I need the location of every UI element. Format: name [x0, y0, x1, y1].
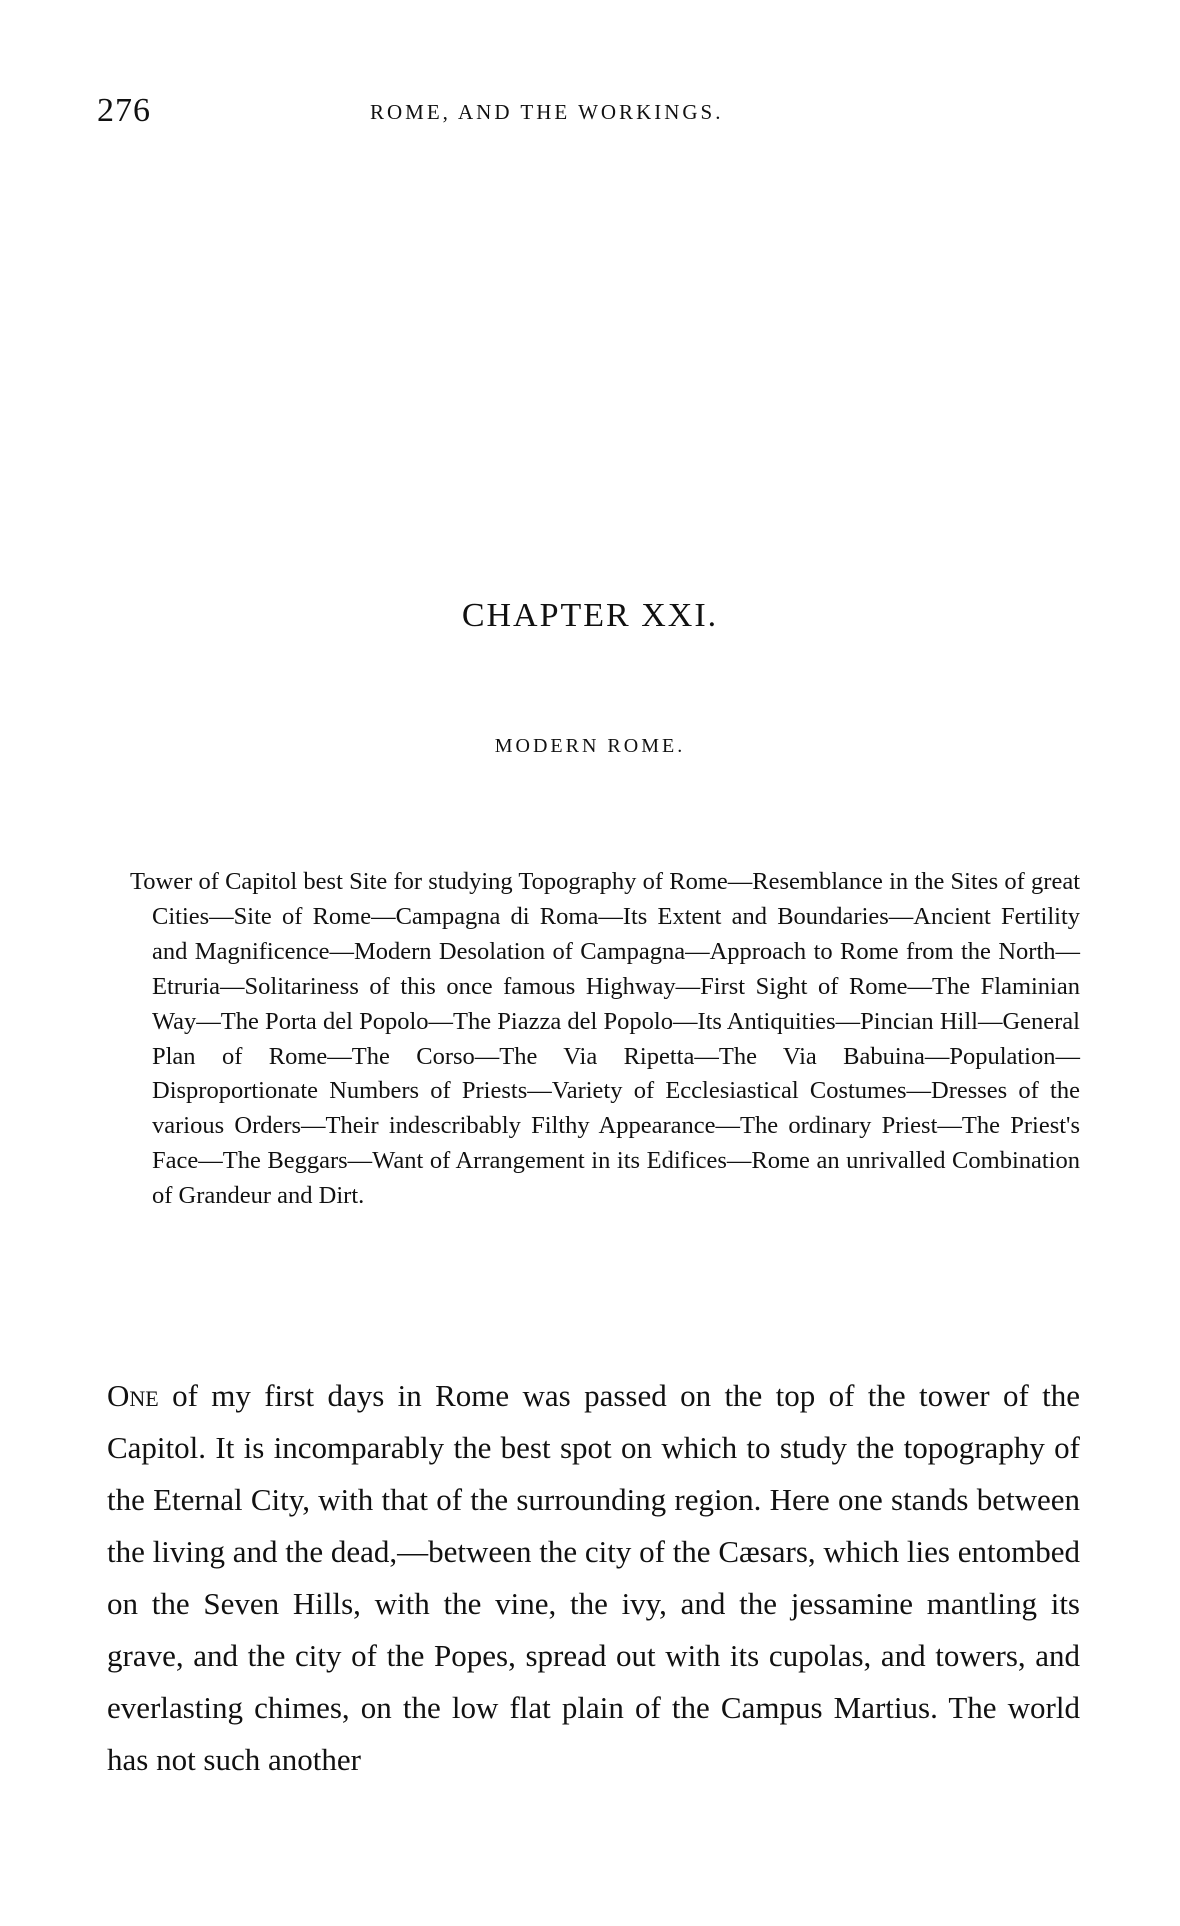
running-head: ROME, AND THE WORKINGS. — [370, 100, 724, 124]
chapter-synopsis: Tower of Capitol best Site for studying Topography of Rome—Resemblance in the Sites of great Cities—Site of Rome—Campagna di Roma—Its Extent and Boundaries—Ancient Fertility and Magnificence—Modern Desolation of Campagna—Approach to Rome from the North—Etruria—Solitariness of this once famous Highway—First Sight of Rome—The Flaminian Way—The Porta del Popolo—The Piazza del Popolo—Its Antiquities—Pincian Hill—General Plan of Rome—The Corso—The Via Ripetta—The Via Babuina—Population—Disproportionate Numbers of Priests—Variety of Ecclesiastical Costumes—Dresses of the various Orders—Their indescribably Filthy Appearance—The ordinary Priest—The Priest's Face—The Beggars—Want of Arrangement in its Edifices—Rome an unrivalled Combination of Grandeur and Dirt. — [130, 868, 1080, 1210]
chapter-title: MODERN ROME. — [494, 735, 686, 757]
body-paragraph — [107, 1370, 1080, 1786]
lead-word: One — [107, 1378, 159, 1413]
page-number: 276 — [97, 92, 151, 129]
body-text: of my first days in Rome was passed on the top of the tower of the Capitol. It is incomparably the best spot on which to study the topography of the Eternal City, with that of the surrounding region. Here one stands between the living and the dead,—between the city of the Cæsars, which lies entombed on the Seven Hills, with the vine, the ivy, and the jessamine mantling its grave, and the city of the Popes, spread out with its cupolas, and towers, and everlasting chimes, on the low flat plain of the Campus Martius. The world has not such another — [107, 1378, 1080, 1777]
chapter-heading: CHAPTER XXI. — [461, 597, 719, 634]
